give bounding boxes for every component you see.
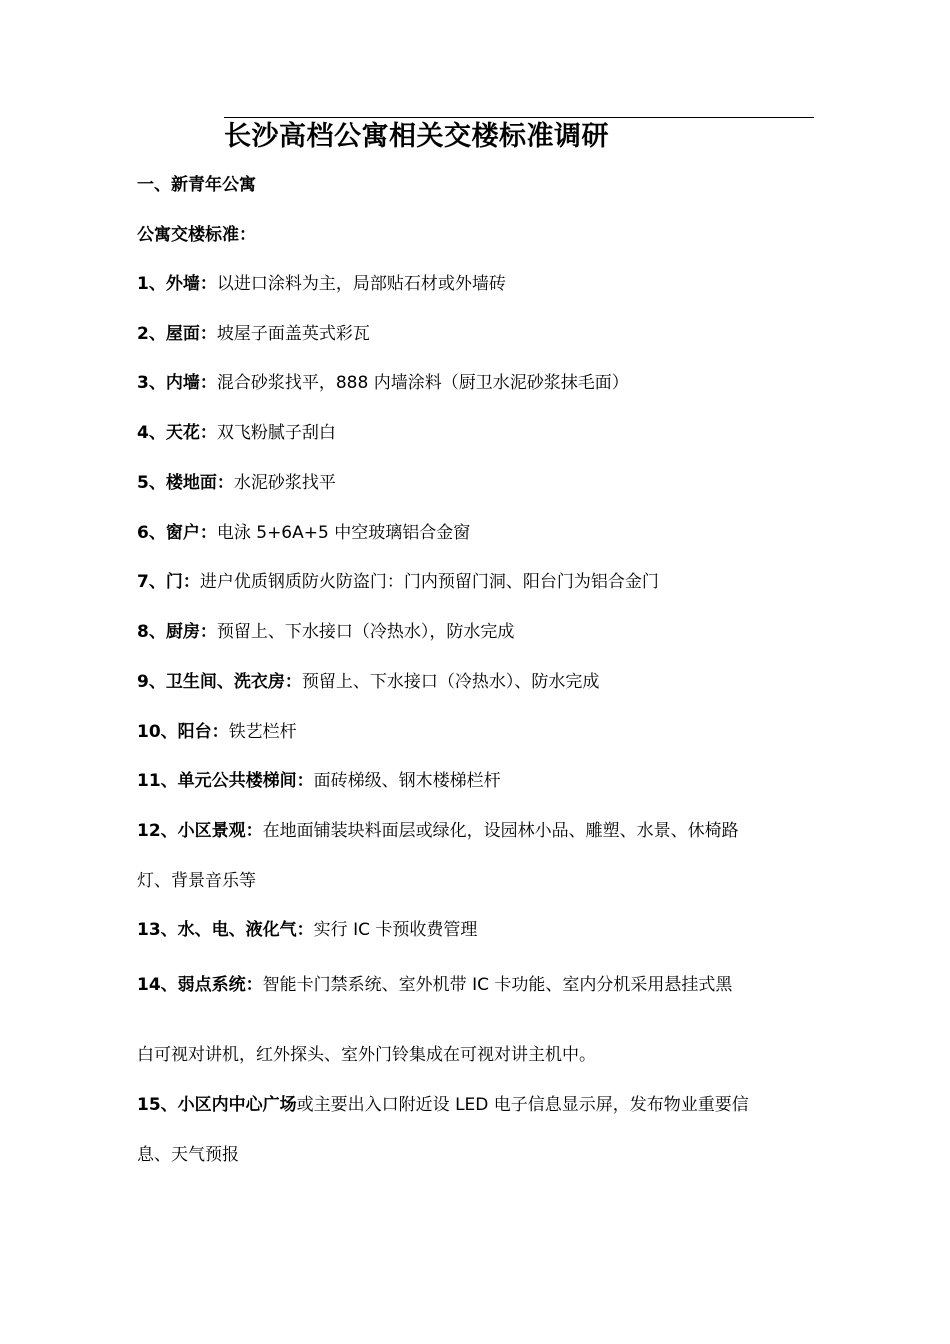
item-label: 4、天花：	[137, 423, 217, 443]
list-item	[137, 272, 506, 296]
list-item-continuation: 息、天气预报	[137, 1145, 239, 1165]
item-text: 双飞粉腻子刮白	[216, 423, 336, 443]
item-text: 实行 IC 卡预收费管理	[313, 920, 478, 940]
list-item	[137, 670, 599, 694]
item-text: 进户优质钢质防火防盗门：门内预留门洞、阳台门为铝合金门	[199, 572, 659, 592]
item-label: 9、卫生间、洗衣房：	[137, 672, 302, 692]
item-text: 在地面铺装块料面层或绿化，设园林小品、雕塑、水景、休椅路	[262, 821, 739, 841]
item-text: 以进口涂料为主，局部贴石材或外墙砖	[216, 274, 506, 294]
list-item	[137, 720, 297, 744]
list-item-continuation: 白可视对讲机，红外探头、室外门铃集成在可视对讲主机中。	[137, 1045, 596, 1065]
item-label: 10、阳台：	[137, 722, 229, 742]
document-title: 长沙高档公寓相关交楼标准调研	[224, 121, 609, 152]
subheading: 公寓交楼标准：	[137, 225, 256, 245]
item-text: 混合砂浆找平，888 内墙涂料（厨卫水泥砂浆抹毛面）	[216, 373, 629, 393]
item-text: 预留上、下水接口（冷热水），防水完成	[216, 622, 515, 642]
list-item	[137, 521, 470, 545]
item-label: 6、窗户：	[137, 523, 217, 543]
item-text: 坡屋子面盖英式彩瓦	[216, 324, 370, 344]
list-item	[137, 620, 514, 644]
list-item	[137, 973, 732, 997]
item-label: 15、小区内中心广场	[137, 1095, 297, 1115]
item-text: 面砖梯级、钢木楼梯栏杆	[313, 771, 501, 791]
list-item-continuation: 灯、背景音乐等	[137, 871, 256, 891]
item-text: 铁艺栏杆	[228, 722, 297, 742]
item-label: 5、楼地面：	[137, 473, 234, 493]
list-item	[137, 570, 659, 594]
item-label: 12、小区景观：	[137, 821, 263, 841]
list-item	[137, 1093, 749, 1117]
item-label: 2、屋面：	[137, 324, 217, 344]
section-heading: 一、新青年公寓	[137, 175, 256, 195]
item-label: 11、单元公共楼梯间：	[137, 771, 314, 791]
list-item	[137, 769, 501, 793]
item-label: 8、厨房：	[137, 622, 217, 642]
list-item	[137, 322, 370, 346]
list-item	[137, 918, 477, 942]
list-item	[137, 819, 739, 843]
item-text: 或主要出入口附近设 LED 电子信息显示屏，发布物业重要信	[296, 1095, 749, 1115]
list-item	[137, 421, 336, 445]
item-label: 7、门：	[137, 572, 200, 592]
item-label: 13、水、电、液化气：	[137, 920, 314, 940]
list-item	[137, 371, 629, 395]
item-text: 电泳 5+6A+5 中空玻璃铝合金窗	[216, 523, 471, 543]
list-item	[137, 471, 336, 495]
item-text: 智能卡门禁系统、室外机带 IC 卡功能、室内分机采用悬挂式黑	[262, 975, 733, 995]
item-label: 3、内墙：	[137, 373, 217, 393]
item-label: 14、弱点系统：	[137, 975, 263, 995]
item-text: 预留上、下水接口（冷热水）、防水完成	[301, 672, 600, 692]
item-label: 1、外墙：	[137, 274, 217, 294]
item-text: 水泥砂浆找平	[233, 473, 336, 493]
